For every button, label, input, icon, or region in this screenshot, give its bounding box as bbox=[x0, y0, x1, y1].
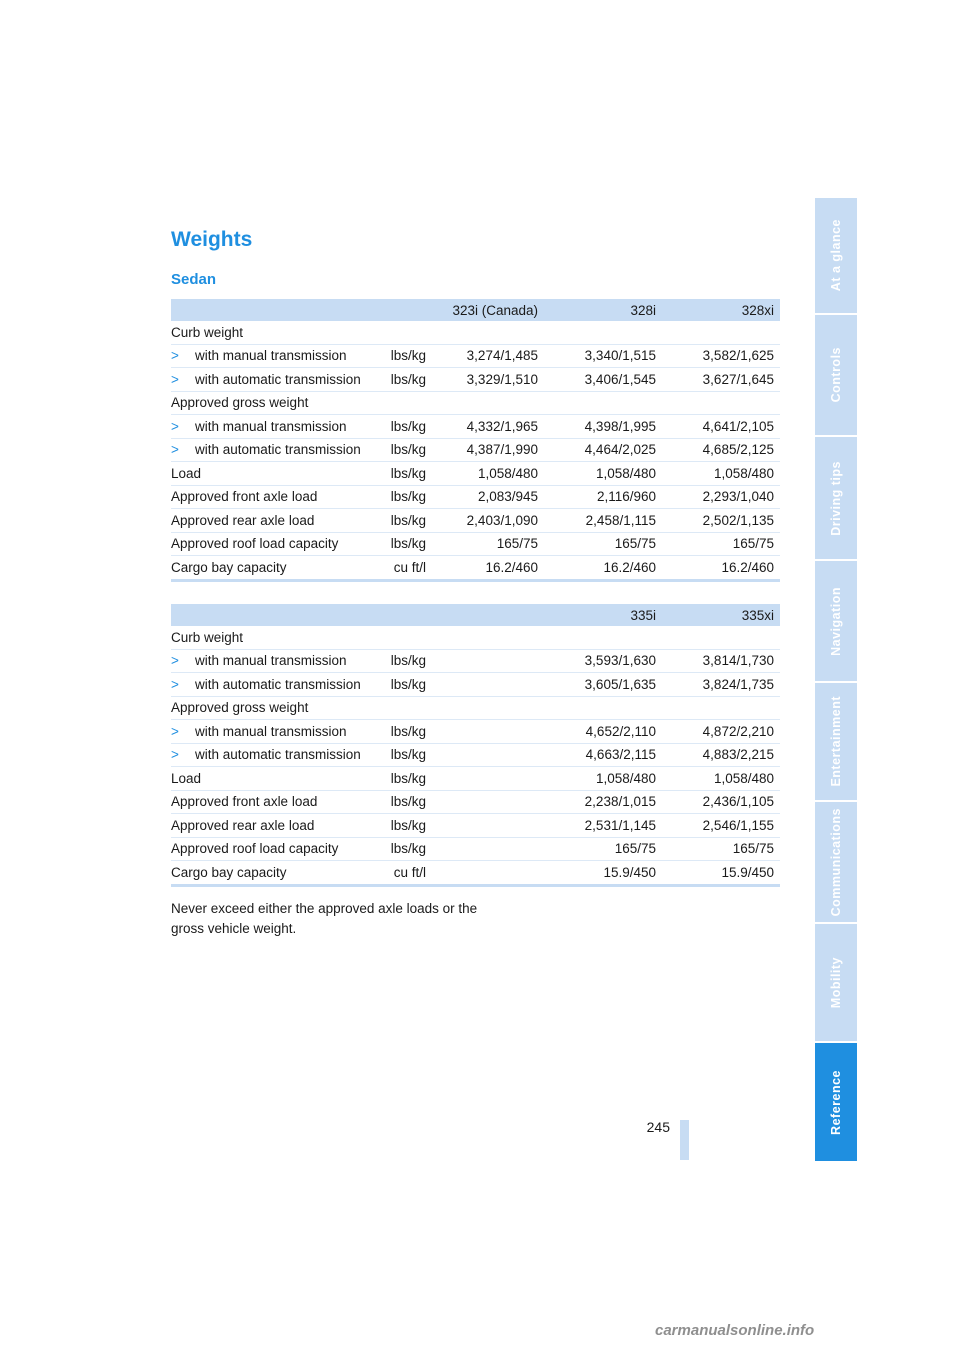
row-label-text: with automatic transmission bbox=[195, 442, 361, 458]
row-value: 1,058/480 bbox=[662, 462, 780, 486]
row-value: 3,627/1,645 bbox=[662, 368, 780, 392]
row-label bbox=[171, 532, 386, 556]
weight-warning-note: Never exceed either the approved axle loads or the gross vehicle weight. bbox=[171, 901, 478, 936]
row-label bbox=[171, 415, 386, 439]
row-value: 165/75 bbox=[426, 532, 544, 556]
row-unit: lbs/kg bbox=[386, 509, 426, 533]
table-row bbox=[171, 532, 780, 556]
bullet-icon: > bbox=[171, 747, 179, 763]
row-value: 2,502/1,135 bbox=[662, 509, 780, 533]
row-label-text: with automatic transmission bbox=[195, 371, 361, 387]
row-unit bbox=[386, 391, 426, 415]
column-header: 335i bbox=[544, 604, 662, 626]
row-value: 2,546/1,155 bbox=[662, 814, 780, 838]
table-row bbox=[171, 790, 780, 814]
table-row bbox=[171, 368, 780, 392]
row-value: 165/75 bbox=[544, 532, 662, 556]
row-value: 2,403/1,090 bbox=[426, 509, 544, 533]
table-row bbox=[171, 626, 780, 649]
column-header: 323i (Canada) bbox=[426, 299, 544, 321]
nav-tab-reference[interactable] bbox=[815, 1043, 857, 1161]
row-label-text: Cargo bay capacity bbox=[171, 559, 287, 575]
row-value: 2,293/1,040 bbox=[662, 485, 780, 509]
row-label bbox=[171, 556, 386, 581]
row-unit bbox=[386, 626, 426, 649]
table-row bbox=[171, 438, 780, 462]
row-value: 2,458/1,115 bbox=[544, 509, 662, 533]
row-value bbox=[426, 321, 544, 344]
row-label-text: Load bbox=[171, 770, 202, 786]
row-unit: lbs/kg bbox=[386, 767, 426, 791]
row-value: 4,663/2,115 bbox=[544, 743, 662, 767]
row-label bbox=[171, 344, 386, 368]
column-header: 335xi bbox=[662, 604, 780, 626]
nav-tab-label: Communications bbox=[829, 807, 843, 917]
nav-tab-label: Mobility bbox=[829, 956, 843, 1009]
row-value: 4,641/2,105 bbox=[662, 415, 780, 439]
row-unit bbox=[386, 696, 426, 720]
row-unit: cu ft/l bbox=[386, 556, 426, 581]
column-header bbox=[386, 299, 426, 321]
row-value bbox=[426, 626, 544, 649]
row-label bbox=[171, 814, 386, 838]
row-value bbox=[662, 696, 780, 720]
row-value bbox=[426, 861, 544, 886]
nav-tab-label: Controls bbox=[829, 347, 843, 403]
row-value: 1,058/480 bbox=[544, 767, 662, 791]
row-value: 16.2/460 bbox=[662, 556, 780, 581]
row-unit: lbs/kg bbox=[386, 532, 426, 556]
table-row bbox=[171, 814, 780, 838]
page-number-bar bbox=[680, 1120, 689, 1160]
row-value: 3,824/1,735 bbox=[662, 673, 780, 697]
row-label-text: Curb weight bbox=[171, 324, 244, 340]
column-header bbox=[171, 604, 386, 626]
nav-tab-controls[interactable] bbox=[815, 315, 857, 435]
table-row bbox=[171, 391, 780, 415]
nav-tab-navigation[interactable] bbox=[815, 561, 857, 681]
nav-tab-mobility[interactable] bbox=[815, 924, 857, 1041]
row-label bbox=[171, 321, 386, 344]
row-label bbox=[171, 696, 386, 720]
row-value: 3,814/1,730 bbox=[662, 649, 780, 673]
table-row bbox=[171, 462, 780, 486]
row-label-text: Curb weight bbox=[171, 629, 244, 645]
row-value: 15.9/450 bbox=[544, 861, 662, 886]
row-value: 1,058/480 bbox=[662, 767, 780, 791]
table-row bbox=[171, 344, 780, 368]
table-row bbox=[171, 649, 780, 673]
table-row bbox=[171, 696, 780, 720]
nav-tab-label: Entertainment bbox=[829, 696, 843, 787]
table-row bbox=[171, 720, 780, 744]
row-value: 4,685/2,125 bbox=[662, 438, 780, 462]
row-unit: lbs/kg bbox=[386, 814, 426, 838]
table-header-row bbox=[171, 604, 780, 626]
table-row bbox=[171, 415, 780, 439]
row-value: 2,436/1,105 bbox=[662, 790, 780, 814]
row-value: 3,406/1,545 bbox=[544, 368, 662, 392]
row-label-text: Approved roof load capacity bbox=[171, 841, 339, 857]
bullet-icon: > bbox=[171, 418, 179, 434]
weights-table-323i-328i-328xi bbox=[171, 299, 780, 582]
row-label bbox=[171, 720, 386, 744]
row-label-text: with automatic transmission bbox=[195, 676, 361, 692]
row-value: 3,593/1,630 bbox=[544, 649, 662, 673]
bullet-icon: > bbox=[171, 371, 179, 387]
row-value: 4,387/1,990 bbox=[426, 438, 544, 462]
bullet-icon: > bbox=[171, 723, 179, 739]
nav-tab-driving-tips[interactable] bbox=[815, 437, 857, 559]
row-value: 15.9/450 bbox=[662, 861, 780, 886]
row-label bbox=[171, 391, 386, 415]
column-header bbox=[386, 604, 426, 626]
row-value: 4,398/1,995 bbox=[544, 415, 662, 439]
row-label bbox=[171, 649, 386, 673]
table-row bbox=[171, 743, 780, 767]
row-label-text: with automatic transmission bbox=[195, 747, 361, 763]
table-row bbox=[171, 861, 780, 886]
row-label-text: with manual transmission bbox=[195, 418, 347, 434]
row-value: 3,329/1,510 bbox=[426, 368, 544, 392]
row-value bbox=[662, 321, 780, 344]
row-label-text: Approved roof load capacity bbox=[171, 536, 339, 552]
row-unit: lbs/kg bbox=[386, 462, 426, 486]
row-label-text: with manual transmission bbox=[195, 653, 347, 669]
table-row bbox=[171, 673, 780, 697]
row-label-text: Approved front axle load bbox=[171, 489, 318, 505]
row-unit: lbs/kg bbox=[386, 415, 426, 439]
table-row bbox=[171, 485, 780, 509]
row-label bbox=[171, 509, 386, 533]
nav-tab-entertainment[interactable] bbox=[815, 683, 857, 800]
row-value: 2,238/1,015 bbox=[544, 790, 662, 814]
row-unit: lbs/kg bbox=[386, 673, 426, 697]
row-label bbox=[171, 485, 386, 509]
row-label-text: Cargo bay capacity bbox=[171, 864, 287, 880]
row-value bbox=[426, 837, 544, 861]
row-value: 2,083/945 bbox=[426, 485, 544, 509]
row-label bbox=[171, 673, 386, 697]
table-row bbox=[171, 509, 780, 533]
column-header bbox=[171, 299, 386, 321]
row-value: 1,058/480 bbox=[426, 462, 544, 486]
row-label-text: with manual transmission bbox=[195, 348, 347, 364]
row-value bbox=[426, 673, 544, 697]
row-value bbox=[426, 790, 544, 814]
row-value bbox=[662, 626, 780, 649]
table-row bbox=[171, 321, 780, 344]
page-number: 245 bbox=[646, 1119, 670, 1135]
table-row bbox=[171, 556, 780, 581]
row-unit: lbs/kg bbox=[386, 649, 426, 673]
column-header bbox=[426, 604, 544, 626]
row-value: 4,652/2,110 bbox=[544, 720, 662, 744]
table-row bbox=[171, 767, 780, 791]
row-value bbox=[426, 814, 544, 838]
row-value bbox=[426, 767, 544, 791]
row-unit: lbs/kg bbox=[386, 368, 426, 392]
row-label-text: with manual transmission bbox=[195, 723, 347, 739]
bullet-icon: > bbox=[171, 348, 179, 364]
row-value bbox=[426, 720, 544, 744]
row-unit: lbs/kg bbox=[386, 790, 426, 814]
nav-tab-label: Navigation bbox=[829, 586, 843, 656]
table-row bbox=[171, 837, 780, 861]
column-header: 328i bbox=[544, 299, 662, 321]
row-value: 3,605/1,635 bbox=[544, 673, 662, 697]
row-label-text: Load bbox=[171, 465, 202, 481]
row-value bbox=[544, 321, 662, 344]
footer-watermark: carmanualsonline.info bbox=[655, 1322, 815, 1339]
row-label bbox=[171, 626, 386, 649]
row-label-text: Approved rear axle load bbox=[171, 817, 315, 833]
section-title-sedan: Sedan bbox=[171, 271, 217, 288]
row-unit bbox=[386, 321, 426, 344]
row-value: 165/75 bbox=[662, 837, 780, 861]
column-header: 328xi bbox=[662, 299, 780, 321]
row-unit: lbs/kg bbox=[386, 485, 426, 509]
row-label bbox=[171, 368, 386, 392]
row-value bbox=[544, 626, 662, 649]
row-label bbox=[171, 790, 386, 814]
row-value: 4,464/2,025 bbox=[544, 438, 662, 462]
table-header-row bbox=[171, 299, 780, 321]
row-unit: lbs/kg bbox=[386, 837, 426, 861]
row-label-text: Approved gross weight bbox=[171, 700, 309, 716]
row-unit: lbs/kg bbox=[386, 720, 426, 744]
chapter-side-nav bbox=[815, 198, 857, 1163]
row-value bbox=[544, 696, 662, 720]
weights-table-335i-335xi bbox=[171, 604, 780, 887]
row-value: 3,274/1,485 bbox=[426, 344, 544, 368]
row-value bbox=[426, 743, 544, 767]
row-value bbox=[662, 391, 780, 415]
row-value: 4,872/2,210 bbox=[662, 720, 780, 744]
row-value bbox=[426, 649, 544, 673]
nav-tab-label: At a glance bbox=[829, 219, 843, 292]
row-label-text: Approved front axle load bbox=[171, 794, 318, 810]
row-label bbox=[171, 743, 386, 767]
row-value: 3,582/1,625 bbox=[662, 344, 780, 368]
row-value bbox=[544, 391, 662, 415]
row-label bbox=[171, 438, 386, 462]
row-value: 1,058/480 bbox=[544, 462, 662, 486]
row-value: 4,332/1,965 bbox=[426, 415, 544, 439]
row-value: 16.2/460 bbox=[426, 556, 544, 581]
row-label bbox=[171, 837, 386, 861]
bullet-icon: > bbox=[171, 653, 179, 669]
nav-tab-label: Driving tips bbox=[829, 460, 843, 536]
row-unit: cu ft/l bbox=[386, 861, 426, 886]
row-value: 2,116/960 bbox=[544, 485, 662, 509]
row-value: 16.2/460 bbox=[544, 556, 662, 581]
page-title: Weights bbox=[171, 228, 253, 251]
bullet-icon: > bbox=[171, 676, 179, 692]
row-label bbox=[171, 767, 386, 791]
nav-tab-communications[interactable] bbox=[815, 802, 857, 922]
row-value: 165/75 bbox=[544, 837, 662, 861]
row-unit: lbs/kg bbox=[386, 438, 426, 462]
row-label-text: Approved gross weight bbox=[171, 395, 309, 411]
row-value: 3,340/1,515 bbox=[544, 344, 662, 368]
bullet-icon: > bbox=[171, 442, 179, 458]
nav-tab-label: Reference bbox=[829, 1069, 843, 1135]
row-label-text: Approved rear axle load bbox=[171, 512, 315, 528]
row-unit: lbs/kg bbox=[386, 344, 426, 368]
row-label bbox=[171, 861, 386, 886]
row-value: 2,531/1,145 bbox=[544, 814, 662, 838]
row-label bbox=[171, 462, 386, 486]
row-value bbox=[426, 391, 544, 415]
row-value bbox=[426, 696, 544, 720]
nav-tab-at-a-glance[interactable] bbox=[815, 198, 857, 313]
row-value: 4,883/2,215 bbox=[662, 743, 780, 767]
row-value: 165/75 bbox=[662, 532, 780, 556]
row-unit: lbs/kg bbox=[386, 743, 426, 767]
